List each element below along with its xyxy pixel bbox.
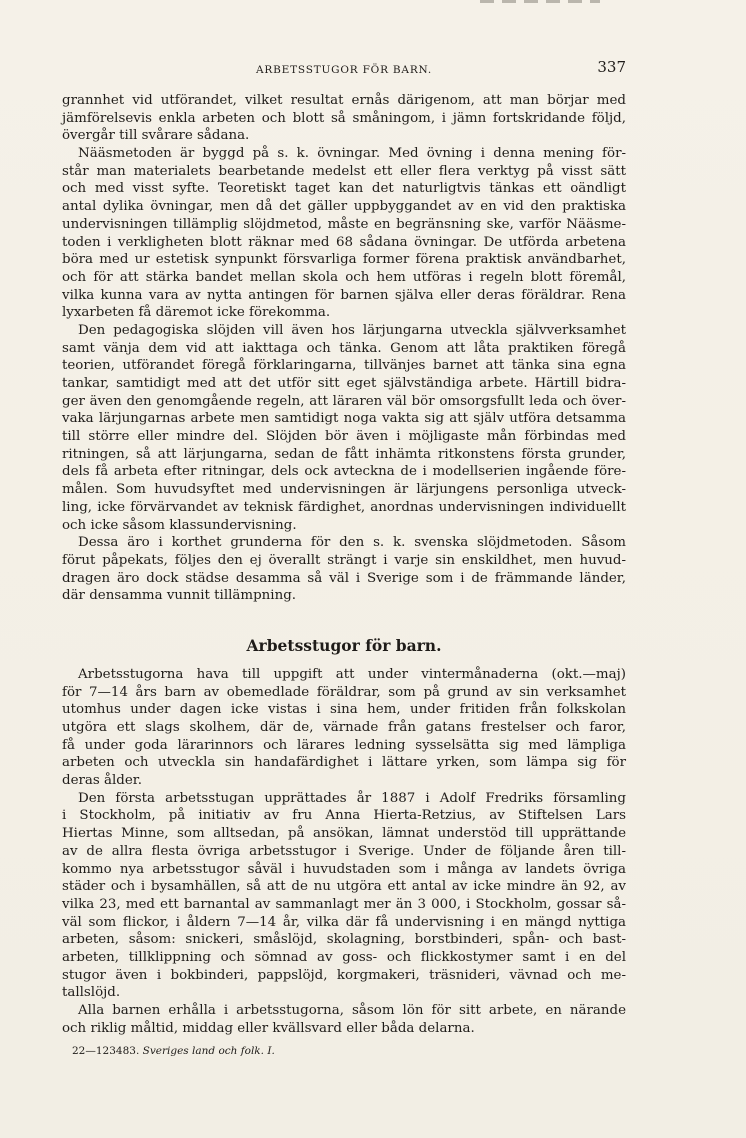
text-line: målen. Som huvudsyftet med undervisningen är lärjungens personliga utveck-	[62, 482, 626, 498]
signature-title: Sveriges land och folk. I.	[142, 1045, 275, 1058]
text-line: tankar, samtidigt med att det utför sitt eget självständiga arbete. Härtill bidra-	[62, 376, 626, 391]
text-line: dragen äro dock städse desamma så väl i Sverige som i de främmande länder,	[62, 570, 626, 586]
text-line: arbeten, såsom: snickeri, småslöjd, skolagning, borstbinderi, spån- och bast-	[62, 932, 626, 948]
text-line: där densamma vunnit tillämpning.	[62, 588, 297, 604]
text-line: lyxarbeten få däremot icke förekomma.	[62, 305, 331, 321]
text-line: Hiertas Minne, som alltsedan, på ansökan, lämnat understöd till upprättande	[62, 826, 626, 842]
running-title: ARBETSSTUGOR FÖR BARN.	[256, 64, 432, 76]
text-line: och med visst syfte. Teoretiskt taget kan det naturligtvis tänkas ett oändligt	[62, 181, 626, 197]
text-line: Dessa äro i korthet grunderna för den s. k. svenska slöjdmetoden. Såsom	[78, 535, 626, 551]
text-line: ritningen, så att lärjungarna, sedan de fått inhämta ritkonstens första grunder,	[62, 446, 626, 462]
text-line: väl som flickor, i åldern 7—14 år, vilka där få undervisning i en mängd nyttiga	[62, 914, 626, 930]
section-heading: Arbetsstugor för barn.	[246, 635, 442, 655]
text-line: av de allra flesta övriga arbetsstugor i Sverige. Under de följande åren till-	[62, 843, 626, 859]
page-header	[62, 58, 626, 82]
scan-edge-mark	[480, 0, 600, 3]
text-line: toden i verkligheten blott räknar med 68 sådana övningar. De utförda arbetena	[62, 234, 626, 250]
text-line: stugor även i bokbinderi, pappslöjd, korgmakeri, träsnideri, vävnad och me-	[62, 967, 626, 983]
text-line: vaka lärjungarnas arbete men samtidigt noga vakta sig att själv utföra detsamma	[62, 411, 626, 427]
text-line: till större eller mindre del. Slöjden bör även i möjligaste mån förbindas med	[62, 429, 626, 445]
section-spacer	[62, 605, 626, 635]
text-line: förut påpekats, följes den ej överallt strängt i varje sin enskildhet, men huvud-	[62, 552, 626, 568]
text-line: utgöra ett slags skolhem, där de, värnade från gatans frestelser och faror,	[62, 720, 626, 735]
printer-signature	[62, 1043, 626, 1059]
text-line: arbeten, tillklippning och sömnad av goss- och flickkostymer samt i en del	[62, 949, 626, 965]
text-line: kommo nya arbetsstugor såväl i huvudstaden som i många av landets övriga	[62, 861, 626, 877]
text-line: vilka 23, med ett barnantal av sammanlagt mer än 3 000, i Stockholm, gossar så-	[62, 896, 626, 912]
text-line: Den pedagogiska slöjden vill även hos lärjungarna utveckla självverksamhet	[78, 322, 626, 338]
text-line: grannhet vid utförandet, vilket resultat ernås därigenom, att man börjar med	[62, 93, 626, 108]
text-line: övergår till svårare sådana.	[62, 128, 250, 144]
text-line: i Stockholm, på initiativ av fru Anna Hierta-Retzius, av Stiftelsen Lars	[62, 808, 626, 824]
text-line: tallslöjd.	[62, 985, 121, 1001]
text-line: Alla barnen erhålla i arbetsstugorna, såsom lön för sitt arbete, en närande	[78, 1003, 626, 1018]
text-line: arbeten och utveckla sin handafärdighet i lättare yrken, som lämpa sig för	[62, 755, 626, 771]
paragraph-7	[62, 1002, 626, 1037]
text-line: och riklig måltid, middag eller kvällsvard eller båda delarna.	[62, 1020, 475, 1036]
text-line: teorien, utförandet föregå förklaringarna, tillvänjes barnet att tänka sina egna	[62, 358, 626, 374]
paragraph-6	[62, 790, 626, 1002]
text-line: jämförelsevis enkla arbeten och blott så småningom, i jämn fortskridande följd,	[62, 110, 626, 126]
heading-spacer	[62, 657, 626, 666]
text-line: undervisningen tillämplig slöjdmetod, måste en begränsning ske, varför Nääsme-	[62, 216, 626, 232]
text-line: Arbetsstugorna hava till uppgift att under vintermånaderna (okt.—maj)	[78, 666, 626, 682]
text-line: antal dylika övningar, men då det gäller uppbyggandet av en vid den praktiska	[62, 199, 626, 215]
signature-number: 22—123483.	[72, 1045, 140, 1058]
text-line: städer och i bysamhällen, så att de nu utgöra ett antal av icke mindre än 92, av	[62, 879, 626, 895]
text-line: och icke såsom klassundervisning.	[62, 517, 297, 533]
text-line: deras ålder.	[62, 773, 142, 789]
page-number: 337	[597, 58, 626, 76]
paragraph-3	[62, 322, 626, 534]
paragraph-1	[62, 92, 626, 145]
text-line: och för att stärka bandet mellan skola och hem utföras i regeln blott föremål,	[62, 269, 626, 285]
text-line: vilka kunna vara av nytta antingen för barnen själva eller deras föräldrar. Rena	[62, 287, 626, 303]
body-text	[62, 92, 626, 1059]
paragraph-2	[62, 145, 626, 322]
text-line: få under goda lärarinnors och lärares ledning sysselsätta sig med lämpliga	[62, 737, 626, 753]
paragraph-5	[62, 666, 626, 790]
text-line: står man materialets bearbetande medelst ett eller flera verktyg på visst sätt	[62, 163, 626, 179]
text-line: utomhus under dagen icke vistas i sina hem, under fritiden från folkskolan	[62, 702, 626, 718]
text-line: samt vänja dem vid att iakttaga och tänka. Genom att låta praktiken föregå	[62, 340, 626, 356]
text-line: ling, icke förvärvandet av teknisk färdighet, anordnas undervisningen individuellt	[62, 499, 626, 515]
text-line: böra med ur estetisk synpunkt försvarliga former förena praktisk användbarhet,	[62, 252, 626, 268]
text-line: Nääsmetoden är byggd på s. k. övningar. Med övning i denna mening för-	[78, 146, 626, 162]
text-line: ger även den genomgående regeln, att läraren väl bör omsorgsfullt leda och över-	[62, 393, 626, 409]
text-line: Den första arbetsstugan upprättades år 1887 i Adolf Fredriks församling	[78, 790, 626, 806]
paragraph-4	[62, 534, 626, 605]
text-line: dels få arbeta efter ritningar, dels ock avteckna de i modellserien ingående före-	[62, 464, 626, 480]
text-line: för 7—14 års barn av obemedlade föräldrar, som på grund av sin verksamhet	[62, 684, 626, 700]
